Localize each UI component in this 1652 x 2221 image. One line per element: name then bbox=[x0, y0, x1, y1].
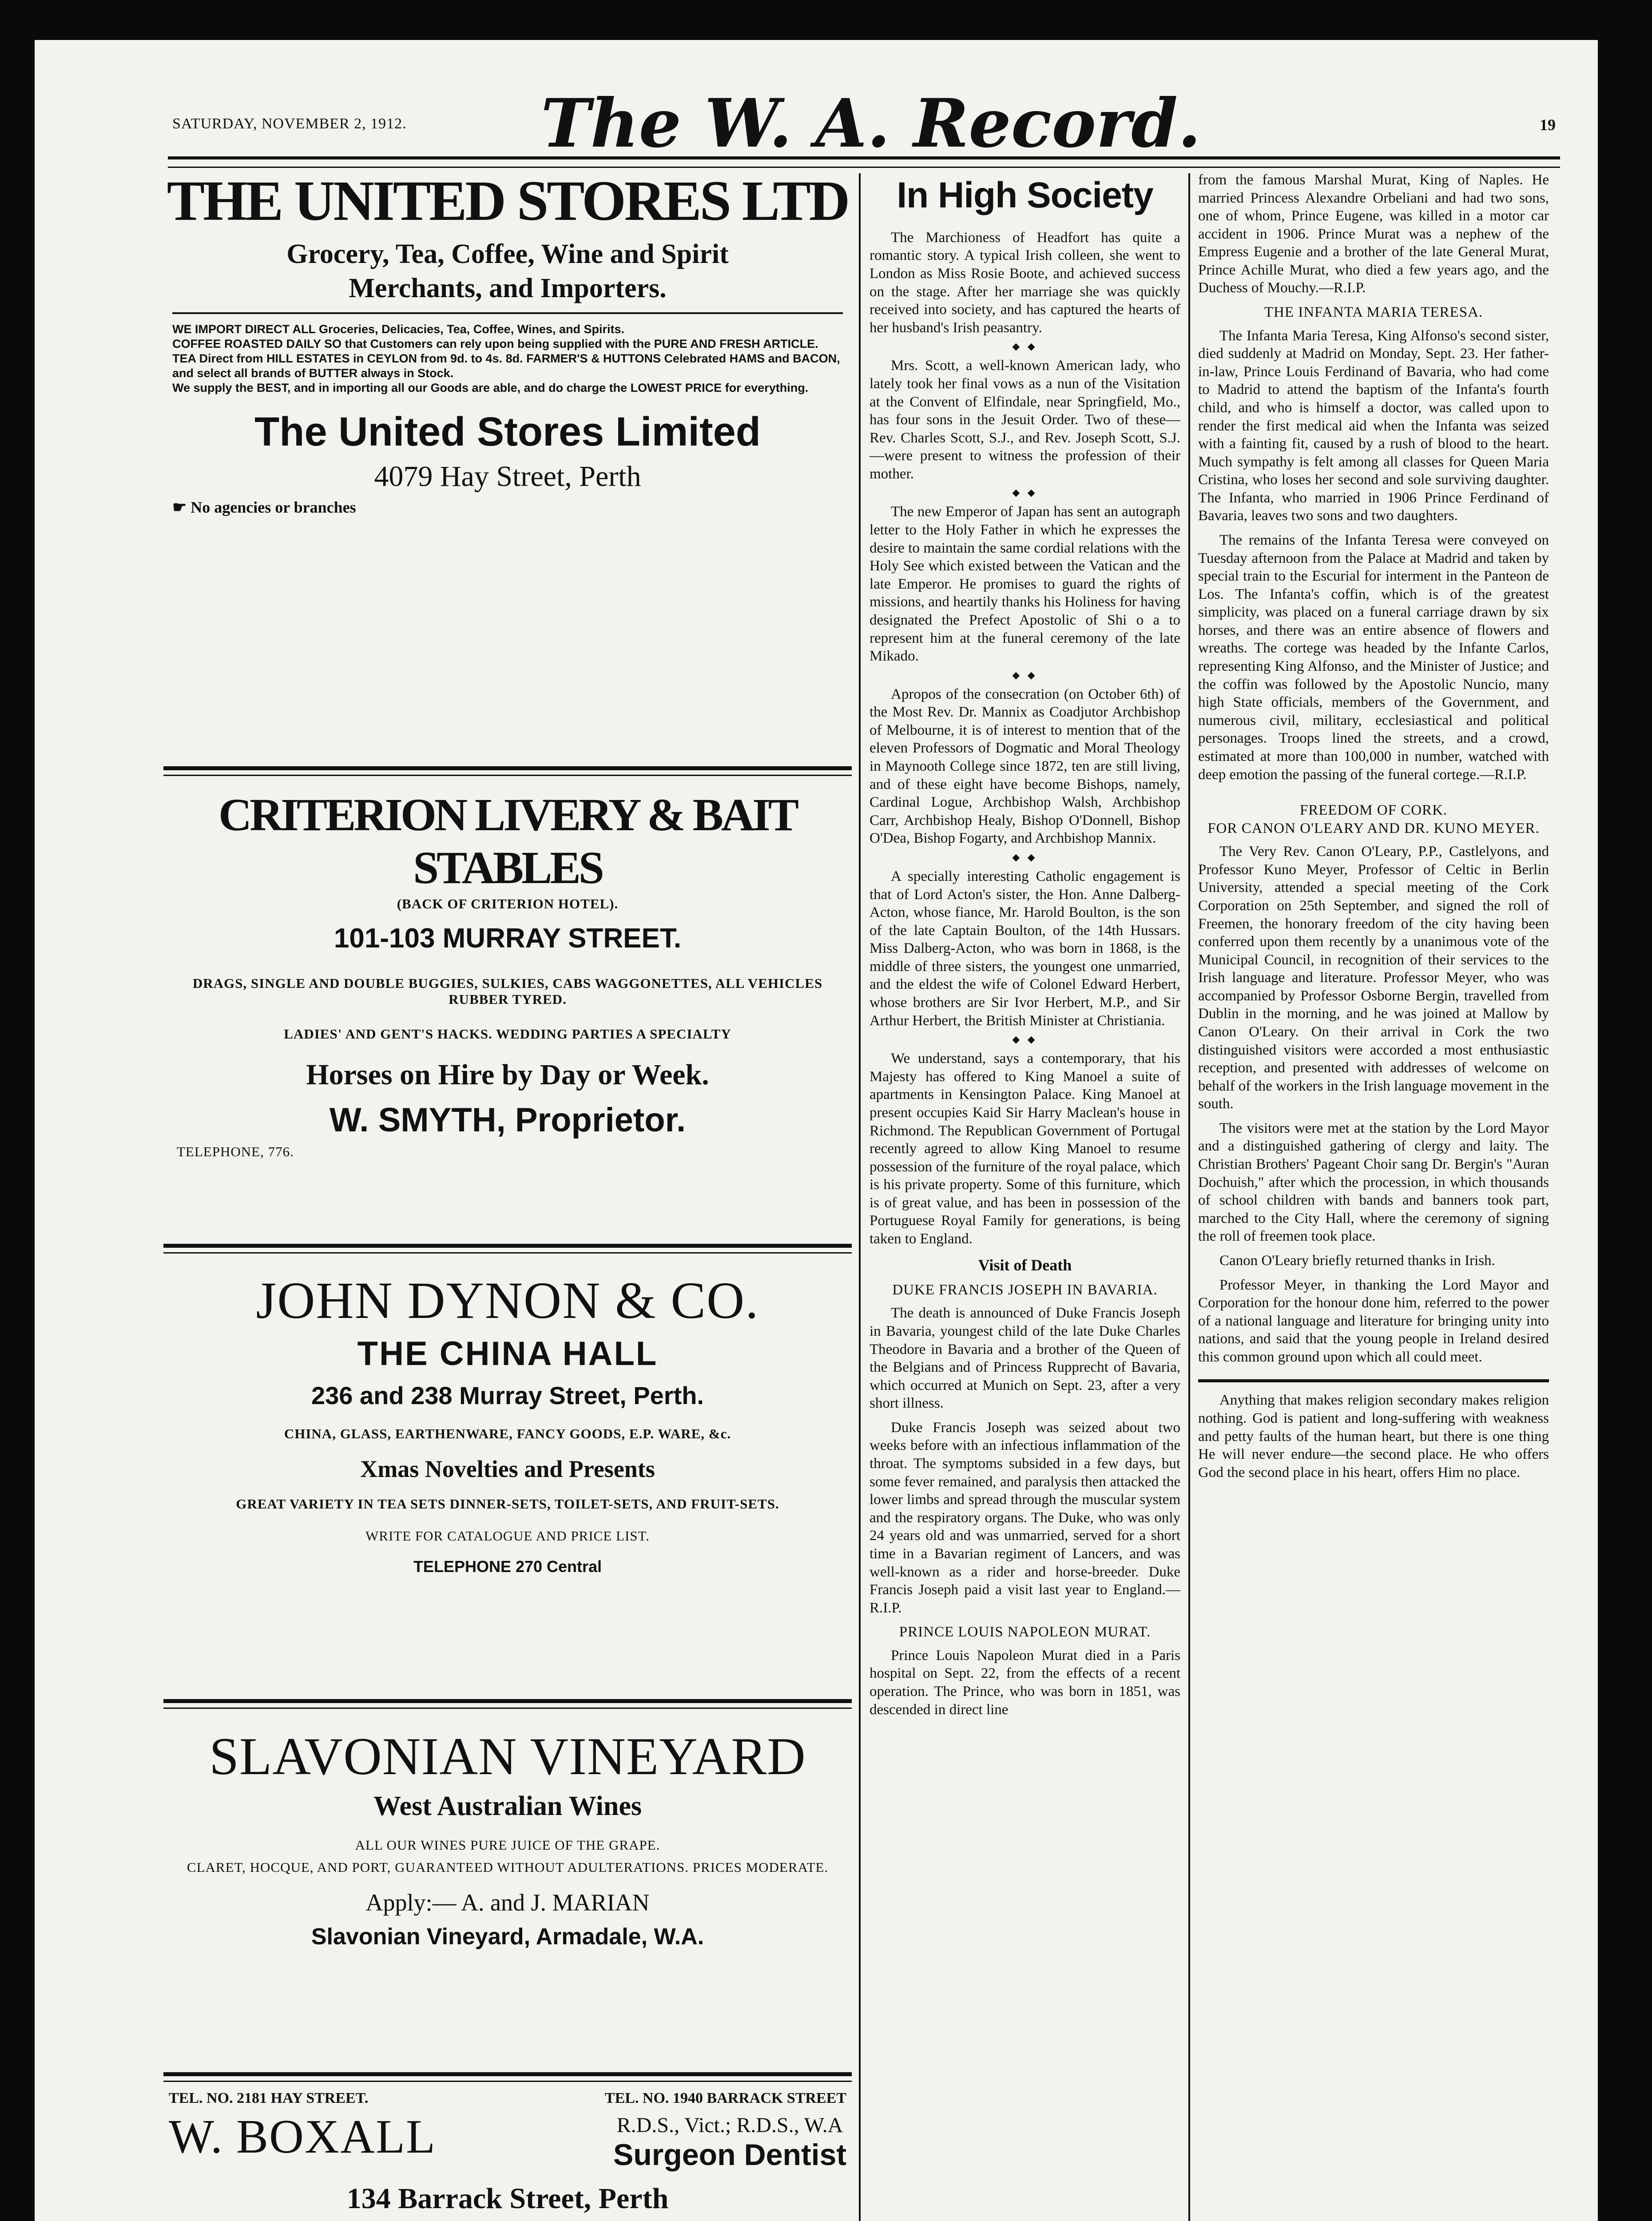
ad-quals: R.D.S., Vict.; R.D.S., W.A bbox=[616, 2114, 843, 2137]
ad-subline: West Australian Wines bbox=[373, 1791, 642, 1821]
ad-address: 236 and 238 Murray Street, Perth. bbox=[311, 1381, 704, 1409]
closing-paragraph: Anything that makes religion secondary makes religion nothing. God is patient and long-suffering with weakness and petty faults of the human heart, but there is one thing He will never endure—the second place. He who offers God the second place in his heart, offers Him no place. bbox=[1198, 1392, 1549, 1481]
article-paragraph: Duke Francis Joseph was seized about two weeks before with an infectious inflammation of the throat. The symptoms subsided in a few days, but some fever remained, and paralysis then attacked the lower limbs and spread through the muscular system and the respiratory organs. The Duke, who was only 24 years old and was unmarried, served for a short time in a Bavarian regiment of Lancers, and was well-known as a rider and horse-breeder. Duke Francis Joseph paid a visit last year to England.—R.I.P. bbox=[870, 1419, 1180, 1616]
article-paragraph: The Marchioness of Headfort has quite a romantic story. A typical Irish colleen, she went to London as Miss Rosie Boote, and achieved success on the stage. After her marriage she was quickly received into society, and has captured the hearts of her husband's Irish peasantry. bbox=[870, 229, 1180, 336]
ad-tagline: Xmas Novelties and Presents bbox=[360, 1456, 655, 1482]
article-paragraph: Mrs. Scott, a well-known American lady, who lately took her final vows as a nun of the Visitation at the Convent of Elfindale, near Springfield, Mo., has four sons in the Jesuit Order. Two of these—Rev. Charles Scott, S.J., and Rev. Joseph Scott, S.J.—were present to witness the profession of their mother. bbox=[870, 358, 1180, 482]
ad-tagline: Horses on Hire by Day or Week. bbox=[306, 1059, 709, 1091]
ornament: ◆ ◆ bbox=[1012, 1034, 1038, 1045]
advertisement-column bbox=[163, 171, 852, 2221]
ad-body-line: COFFEE ROASTED DAILY SO that Customers can rely upon being supplied with the PURE AND FRESH ARTICLE. bbox=[172, 337, 818, 351]
ad-subline: Merchants, and Importers. bbox=[349, 273, 667, 304]
section-heading: Visit of Death bbox=[978, 1256, 1072, 1274]
article-paragraph: The Very Rev. Canon O'Leary, P.P., Castlelyons, and Professor Kuno Meyer, Professor of Celtic in Berlin University, attended a special meeting of the Cork Corporation on 25th September, and signed the roll of Freemen, the honorary freedom of the city having been conferred upon them recently by a unanimous vote of the Municipal Council, in recognition of their services to the Irish language and literature. Professor Meyer, who was accompanied by Professor Osborne Bergin, travelled from Dublin in the morning, and he was joined at Mallow by Canon O'Leary. On their arrival in Cork the two distinguished visitors were accorded a most enthusiastic reception, and presented with addresses of welcome on behalf of the workers in the Irish language movement in the south. bbox=[1198, 844, 1549, 1112]
ornament: ◆ ◆ bbox=[1012, 487, 1038, 498]
divider bbox=[163, 1244, 852, 1254]
column-rule-2 bbox=[1188, 173, 1190, 2221]
divider bbox=[163, 766, 852, 776]
ornament: ◆ ◆ bbox=[1012, 851, 1038, 863]
column-rule-1 bbox=[859, 173, 861, 2221]
ad-headline: W. BOXALL bbox=[169, 2110, 436, 2163]
article-paragraph: Canon O'Leary briefly returned thanks in Irish. bbox=[1219, 1252, 1495, 1269]
article-heading: FOR CANON O'LEARY AND DR. KUNO MEYER. bbox=[1207, 820, 1540, 836]
ad-body: DRAGS, SINGLE AND DOUBLE BUGGIES, SULKIES, CABS WAGGONETTES, ALL VEHICLES RUBBER TYRED. bbox=[192, 975, 823, 1007]
ad-w-boxall bbox=[163, 2090, 852, 2221]
ad-telephone: TELEPHONE 270 Central bbox=[413, 1557, 602, 1576]
ad-subline: (BACK OF CRITERION HOTEL). bbox=[397, 896, 619, 911]
article-paragraph: Professor Meyer, in thanking the Lord Mayor and Corporation for the honour done him, referred to the power of a national language and literature for bringing unity into nations, and said that the young people in Ireland desired this common ground upon which all could meet. bbox=[1198, 1277, 1549, 1365]
ad-body: ALL OUR WINES PURE JUICE OF THE GRAPE. bbox=[355, 1837, 660, 1853]
article-paragraph: The Infanta Maria Teresa, King Alfonso's second sister, died suddenly at Madrid on Monday, Sept. 23. Her father-in-law, Prince Louis Ferdinand of Bavaria, who had come to Madrid to attend the baptism of the Infanta's fourth child, and who is himself a doctor, was called upon to render the first medical aid when the Infanta was seized with a fainting fit, caused by a rush of blood to the heart. Much sympathy is felt among all classes for Queen Maria Cristina, who loses her second and sole surviving daughter. The Infanta, who married in 1906 Prince Ferdinand of Bavaria, leaves two sons and two daughters. bbox=[1198, 327, 1549, 524]
article-paragraph: The death is announced of Duke Francis Joseph in Bavaria, youngest child of the late Duke Charles Theodore in Bavaria and a brother of the Queen of the Belgians and of Princess Rupprecht of Bavaria, which occurred at Munich on Sept. 23, after a very short illness. bbox=[870, 1305, 1180, 1412]
divider bbox=[1198, 1379, 1549, 1382]
ad-body: CHINA, GLASS, EARTHENWARE, FANCY GOODS, E.P. WARE, &c. bbox=[284, 1426, 731, 1441]
article-paragraph: The remains of the Infanta Teresa were conveyed on Tuesday afternoon from the Palace at Madrid and taken by special train to the Escurial for interment in the Panteon de Los. The Infanta's coffin, which is of the greatest simplicity, was placed on a funeral carriage drawn by six horses, and there was an entire absence of flowers and wreaths. The cortege was headed by the Infante Carlos, representing King Alfonso, and the Minister of Justice; and the coffin was followed by the Apostolic Nuncio, many high State officials, members of the Government, and numerous civil, military, ecclesiastical and political personages. Troops lined the streets, and a crowd, estimated at more than 100,000 in number, watched with deep emotion the passing of the funeral cortege.—R.I.P. bbox=[1198, 532, 1549, 783]
article-paragraph: The new Emperor of Japan has sent an autograph letter to the Holy Father in which he expresses the desire to maintain the same cordial relations with the Holy See which existed between the Vatican and the late Emperor. He promises to guard the rights of missions, and heartily thanks his Holiness for having designated the Prefect Apostolic of Shi o a to represent him at the funeral ceremony of the late Mikado. bbox=[870, 504, 1180, 665]
ad-subline: Grocery, Tea, Coffee, Wine and Spirit bbox=[286, 239, 729, 270]
column-society-continued bbox=[1198, 171, 1549, 1488]
divider bbox=[172, 312, 843, 314]
article-heading: THE INFANTA MARIA TERESA. bbox=[1264, 304, 1483, 321]
masthead-rule bbox=[168, 156, 1560, 168]
ad-headline: JOHN DYNON & CO. bbox=[256, 1271, 759, 1329]
article-heading: DUKE FRANCIS JOSEPH IN BAVARIA. bbox=[892, 1282, 1158, 1298]
ornament: ◆ ◆ bbox=[1012, 341, 1038, 352]
ad-body-line: We supply the BEST, and in importing all our Goods are able, and do charge the LOWEST PRICE for everything. bbox=[172, 381, 809, 395]
ad-address: 101-103 MURRAY STREET. bbox=[334, 923, 682, 954]
ad-name-row bbox=[163, 2110, 852, 2172]
page-number: 19 bbox=[1540, 116, 1556, 134]
ad-headline: THE UNITED STORES LTD bbox=[167, 169, 849, 232]
ad-john-dynon bbox=[163, 1270, 852, 1576]
ad-subline: THE CHINA HALL bbox=[357, 1335, 658, 1373]
ad-united-stores bbox=[163, 171, 852, 517]
article-heading: FREEDOM OF CORK. bbox=[1299, 802, 1448, 819]
issue-date: SATURDAY, NOVEMBER 2, 1912. bbox=[172, 115, 407, 132]
article-paragraph: We understand, says a contemporary, that his Majesty has offered to King Manoel a suite of apartments in Kensington Palace. King Manoel at present occupies Kaid Sir Harry Maclean's house in Richmond. The Republican Government of Portugal recently agreed to allow King Manoel to resume possession of the furniture of the royal palace, which is his private property. Some of this furniture, which is of great value, and has been in possession of the Portuguese Royal Family for generations, is being taken to England. bbox=[870, 1051, 1180, 1247]
ad-body: LADIES' AND GENT'S HACKS. WEDDING PARTIES A SPECIALTY bbox=[284, 1026, 731, 1042]
ad-address: Slavonian Vineyard, Armadale, W.A. bbox=[311, 1924, 704, 1950]
ad-slavonian-vineyard bbox=[163, 1726, 852, 1950]
article-paragraph: A specially interesting Catholic engagement is that of Lord Acton's sister, the Hon. Anne Dalberg-Acton, whose fiance, Mr. Harold Boulton, is the son of the late Captain Boulton, of the 14th Hussars. Miss Dalberg-Acton, who was born in 1868, is the middle of three sisters, the youngest one unmarried, and the eldest the wife of Colonel Edward Herbert, whose brothers are Sir Ivor Herbert, M.P., and Sir Arthur Herbert, the British Minister at Christiania. bbox=[870, 868, 1180, 1029]
article-heading: PRINCE LOUIS NAPOLEON MURAT. bbox=[899, 1624, 1151, 1640]
ad-body bbox=[163, 322, 852, 395]
ad-proprietor: W. SMYTH, Proprietor. bbox=[329, 1101, 686, 1139]
ad-body: GREAT VARIETY IN TEA SETS DINNER-SETS, TOILET-SETS, AND FRUIT-SETS. bbox=[236, 1496, 779, 1512]
newspaper-page bbox=[35, 40, 1598, 2221]
ad-headline: CRITERION LIVERY & BAIT STABLES bbox=[218, 789, 797, 893]
ad-qualifications bbox=[613, 2113, 846, 2172]
article-paragraph: from the famous Marshal Murat, King of Naples. He married Princess Alexandre Orbeliani and had two sons, one of whom, Prince Eugene, was killed in a motor car accident in 1906. Prince Murat was a nephew of the Empress Eugenie and a brother of the late General Murat, Prince Achille Murat, who died a few years ago, and the Duchess of Mouchy.—R.I.P. bbox=[1198, 172, 1549, 296]
ad-criterion bbox=[163, 788, 852, 1160]
ornament: ◆ ◆ bbox=[1012, 669, 1038, 681]
article-paragraph: Prince Louis Napoleon Murat died in a Paris hospital on Sept. 22, from the effects of a recent operation. The Prince, who was born in 1851, was descended in direct line bbox=[870, 1647, 1180, 1718]
column-society bbox=[870, 173, 1180, 1725]
section-heading: In High Society bbox=[897, 175, 1153, 215]
ad-address: 4079 Hay Street, Perth bbox=[374, 460, 641, 493]
ad-title: Surgeon Dentist bbox=[613, 2138, 846, 2172]
article-paragraph: The visitors were met at the station by the Lord Mayor and a distinguished gathering of clergy and laity. The Christian Brothers' Pageant Choir sang Dr. Bergin's "Auran Dochuish," after which the procession, in which thousands of school children with bands and banners took part, marched to the City Hall, where the ceremony of signing the roll of freemen took place. bbox=[1198, 1120, 1549, 1245]
ad-body-line: TEA Direct from HILL ESTATES in CEYLON from 9d. to 4s. 8d. FARMER'S & HUTTONS Celebrated HAMS and BACON, and select all brands of BUTTER always in Stock. bbox=[172, 352, 840, 380]
ad-telephones bbox=[163, 2090, 852, 2107]
ad-contact: Apply:— A. and J. MARIAN bbox=[365, 1889, 650, 1916]
ad-telephone: TEL. NO. 1940 BARRACK STREET bbox=[604, 2090, 846, 2106]
ad-body-line: WE IMPORT DIRECT ALL Groceries, Delicacies, Tea, Coffee, Wines, and Spirits. bbox=[172, 322, 624, 336]
ad-telephone: TEL. NO. 2181 HAY STREET. bbox=[169, 2090, 369, 2106]
article-paragraph: Apropos of the consecration (on October 6th) of the Most Rev. Dr. Mannix as Coadjutor Archbishop of Melbourne, it is of interest to mention that of the eleven Professors of Dogmatic and Moral Theology in Maynooth College since 1872, ten are still living, and of these eight have become Bishops, namely, Cardinal Logue, Archbishop Walsh, Archbishop Carr, Archbishop Healy, Bishop O'Donnell, Bishop O'Dea, Bishop Fogarty, and Archbishop Mannix. bbox=[870, 686, 1180, 847]
divider bbox=[163, 1699, 852, 1709]
ad-headline: SLAVONIAN VINEYARD bbox=[209, 1727, 806, 1786]
masthead-title: The W. A. Record. bbox=[541, 84, 1201, 163]
ad-company-name: The United Stores Limited bbox=[254, 409, 761, 455]
ad-address: 134 Barrack Street, Perth bbox=[346, 2182, 669, 2215]
ad-body: CLARET, HOCQUE, AND PORT, GUARANTEED WITHOUT ADULTERATIONS. PRICES MODERATE. bbox=[187, 1859, 829, 1875]
ad-note: ☛ No agencies or branches bbox=[172, 498, 356, 517]
ad-body: WRITE FOR CATALOGUE AND PRICE LIST. bbox=[365, 1528, 650, 1544]
ad-telephone: TELEPHONE, 776. bbox=[177, 1144, 294, 1159]
divider bbox=[163, 2072, 852, 2082]
